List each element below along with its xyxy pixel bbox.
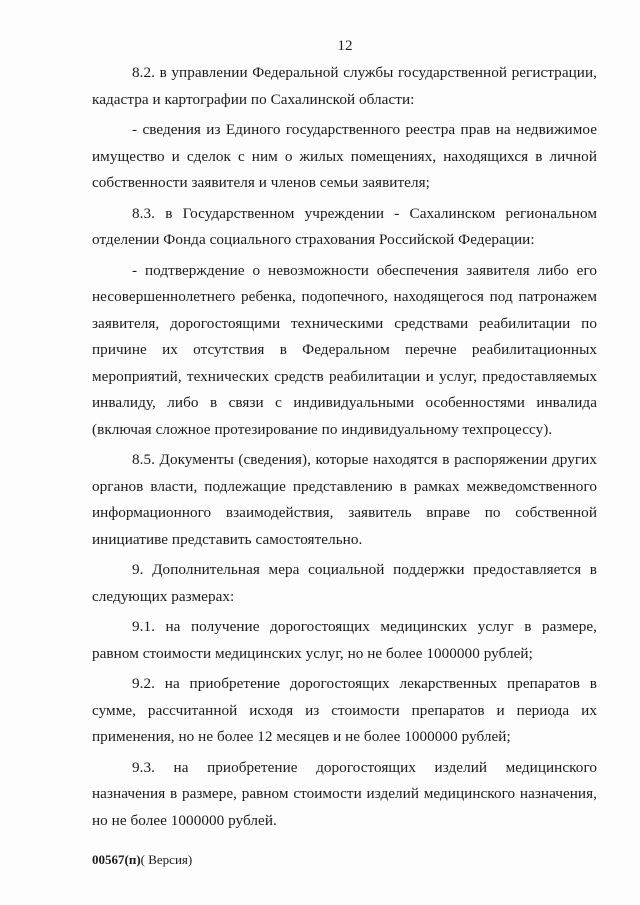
document-code: 00567(п) [92, 852, 141, 867]
paragraph-9: 9. Дополнительная мера социальной поддержки предоставляется в следующих размерах: [92, 561, 597, 605]
page-number: 12 [337, 38, 353, 54]
document-body [92, 60, 597, 838]
paragraph-8-5: 8.5. Документы (сведения), которые находятся в распоряжении других органов власти, подлежащие представлению в рамках межведомственного информационного взаимодействия, заявитель вправе по собственной инициативе представить самостоятельно. [92, 451, 597, 548]
paragraph-8-3-item: - подтверждение о невозможности обеспечения заявителя либо его несовершеннолетнего ребенка, подопечного, находящегося под патронажем заявителя, дорогостоящими техническими средствами реабилитации по причине их отсутствия в Федеральном перечне реабилитационных мероприятий, технических средств реабилитации и услуг, предоставляемых инвалиду, либо в связи с индивидуальными особенностями инвалида (включая сложное протезирование по индивидуальному техпроцессу). [92, 261, 597, 438]
paragraph-9-3: 9.3. на приобретение дорогостоящих изделий медицинского назначения в размере, равном стоимости изделий медицинского назначения, но не более 1000000 рублей. [92, 758, 597, 829]
paragraph-8-2: 8.2. в управлении Федеральной службы государственной регистрации, кадастра и картографии по Сахалинской области: [92, 64, 597, 108]
document-version: ( Версия) [140, 852, 193, 867]
paragraph-8-2-item: - сведения из Единого государственного реестра прав на недвижимое имущество и сделок с ним о жилых помещениях, находящихся в личной собственности заявителя и членов семьи заявителя; [92, 121, 597, 191]
paragraph-8-3: 8.3. в Государственном учреждении - Сахалинском региональном отделении Фонда социального страхования Российской Федерации: [92, 204, 597, 248]
document-footer [92, 852, 192, 868]
paragraph-9-1: 9.1. на получение дорогостоящих медицинских услуг в размере, равном стоимости медицинских услуг, но не более 1000000 рублей; [92, 618, 597, 662]
paragraph-9-2: 9.2. на приобретение дорогостоящих лекарственных препаратов в сумме, рассчитанной исходя из стоимости препаратов и периода их применения, но не более 12 месяцев и не более 1000000 рублей; [92, 675, 597, 745]
